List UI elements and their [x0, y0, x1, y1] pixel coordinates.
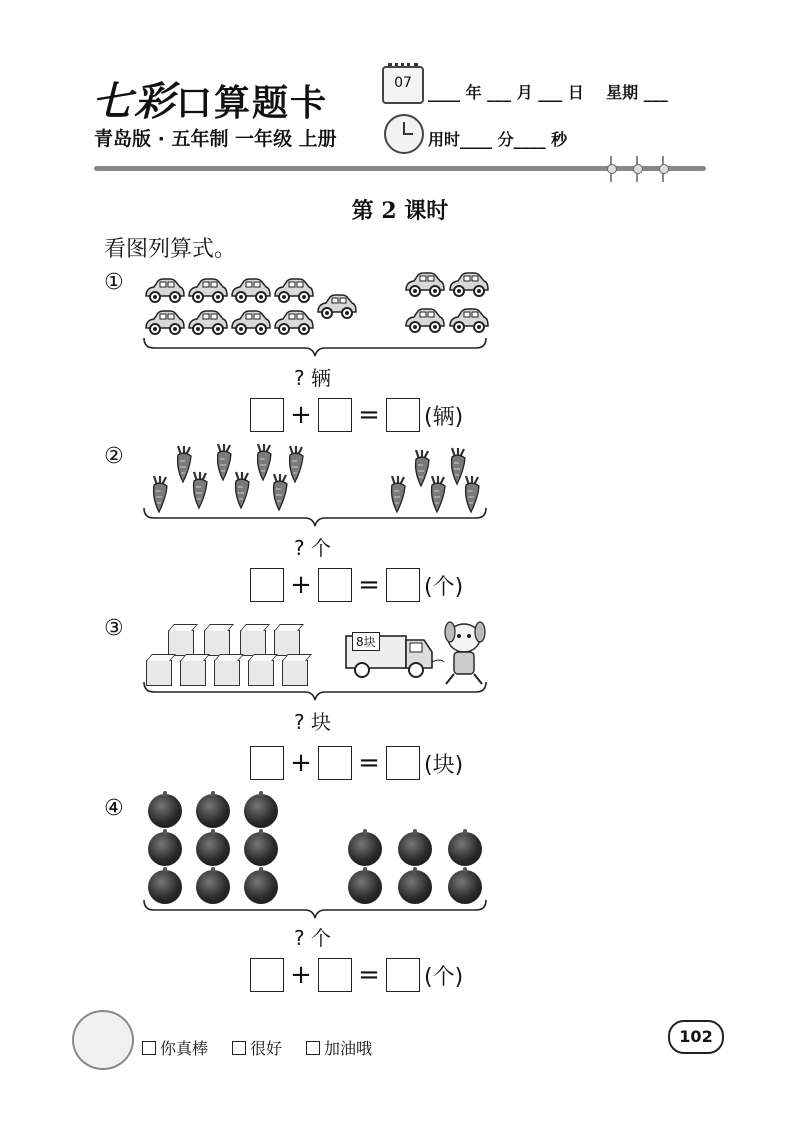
brand-qi: 七彩 — [92, 79, 176, 125]
rating-check[interactable] — [142, 1036, 208, 1059]
answer-box[interactable] — [386, 398, 420, 432]
unit-label: (个) — [424, 964, 464, 990]
ball — [148, 794, 182, 828]
ball — [196, 832, 230, 866]
pin-icon — [610, 156, 612, 182]
ball — [244, 794, 278, 828]
brace — [142, 336, 488, 360]
plus-sign: + — [290, 570, 312, 600]
ball — [398, 832, 432, 866]
edition-subtitle: 青岛版 · 五年制 一年级 上册 — [94, 128, 337, 150]
equals-sign: = — [358, 748, 380, 778]
cube — [274, 630, 300, 656]
calendar-day: 07 — [394, 75, 412, 91]
unit-label: (辆) — [424, 404, 464, 430]
date-line: ____ 年 ___ 月 ___ 日 星期 ___ — [428, 83, 668, 102]
cube — [168, 630, 194, 656]
time-line: 用时____ 分____ 秒 — [428, 130, 568, 149]
checkbox[interactable] — [142, 1041, 156, 1055]
rating-check[interactable] — [306, 1036, 372, 1059]
instruction: 看图列算式。 — [104, 237, 237, 262]
lesson-title: 第 2 课时 — [351, 198, 449, 224]
truck-label: 8块 — [352, 632, 380, 651]
equation-row — [250, 958, 463, 992]
plus-sign: + — [290, 400, 312, 430]
brace — [142, 506, 488, 530]
answer-box[interactable] — [386, 568, 420, 602]
ball — [196, 794, 230, 828]
answer-box[interactable] — [250, 568, 284, 602]
car-group — [140, 268, 500, 340]
brace — [142, 898, 488, 922]
carrot-group — [140, 440, 500, 516]
equals-sign: = — [358, 570, 380, 600]
answer-box[interactable] — [250, 398, 284, 432]
ball — [348, 832, 382, 866]
rating-label: 很好 — [250, 1039, 283, 1058]
brand-title — [92, 70, 328, 127]
equation-row — [250, 398, 463, 432]
problem-number: ④ — [104, 796, 124, 821]
rating-check[interactable] — [232, 1036, 282, 1059]
cube — [204, 630, 230, 656]
answer-box[interactable] — [318, 568, 352, 602]
question-label: ? 块 — [294, 710, 331, 734]
rating-label: 你真棒 — [160, 1039, 209, 1058]
page-number: 102 — [668, 1020, 724, 1054]
answer-box[interactable] — [250, 958, 284, 992]
plus-sign: + — [290, 960, 312, 990]
equation-row — [250, 568, 463, 602]
answer-box[interactable] — [386, 958, 420, 992]
brace — [142, 680, 488, 704]
equals-sign: = — [358, 400, 380, 430]
unit-label: (个) — [424, 574, 464, 600]
pin-icon — [662, 156, 664, 182]
brand-rest: 口算题卡 — [176, 83, 329, 124]
ball — [448, 832, 482, 866]
mascot-icon — [72, 1010, 134, 1070]
problem-number: ② — [104, 444, 124, 469]
plus-sign: + — [290, 748, 312, 778]
pin-icon — [636, 156, 638, 182]
question-label: ? 辆 — [294, 366, 331, 390]
answer-box[interactable] — [318, 398, 352, 432]
equals-sign: = — [358, 960, 380, 990]
ball — [148, 832, 182, 866]
question-label: ? 个 — [294, 536, 331, 560]
cube — [240, 630, 266, 656]
problem-number: ① — [104, 270, 124, 295]
equation-row — [250, 746, 463, 780]
clock-icon — [384, 114, 424, 154]
checkbox[interactable] — [232, 1041, 246, 1055]
answer-box[interactable] — [386, 746, 420, 780]
answer-box[interactable] — [318, 958, 352, 992]
checkbox[interactable] — [306, 1041, 320, 1055]
ball — [244, 832, 278, 866]
answer-box[interactable] — [318, 746, 352, 780]
problem-number: ③ — [104, 616, 124, 641]
rating-label: 加油哦 — [324, 1039, 373, 1058]
calendar-icon — [382, 66, 424, 104]
question-label: ? 个 — [294, 926, 331, 950]
answer-box[interactable] — [250, 746, 284, 780]
unit-label: (块) — [424, 752, 464, 778]
